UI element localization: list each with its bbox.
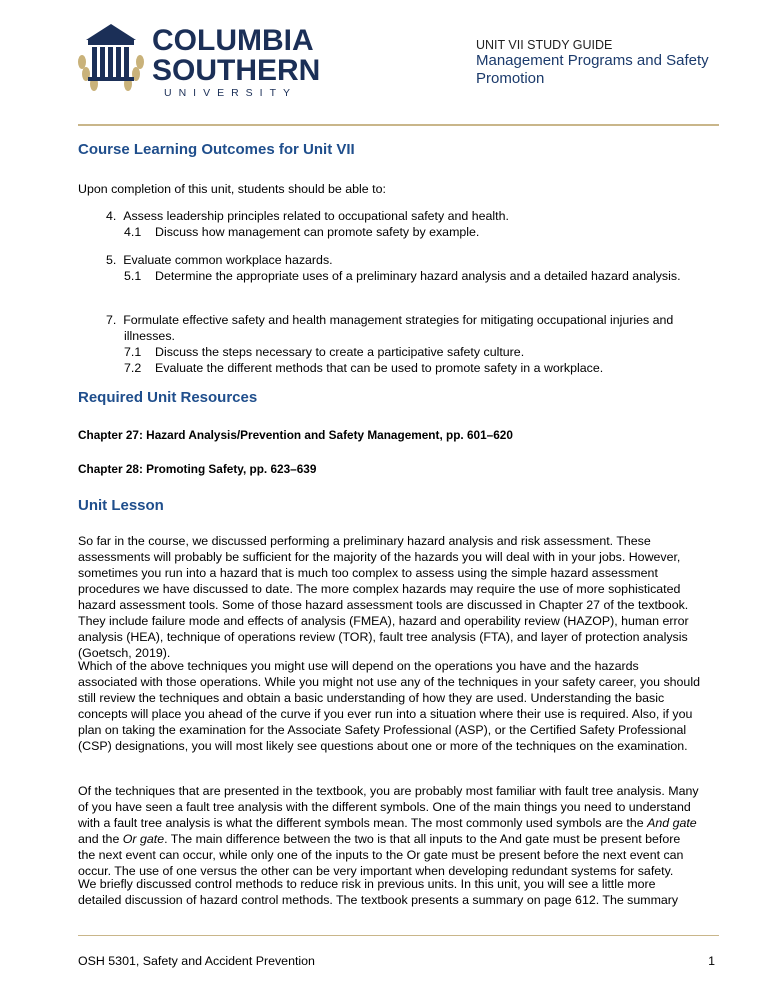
outcomes-heading: Course Learning Outcomes for Unit VII	[78, 141, 355, 158]
outcome-7: 7. Formulate effective safety and health management strategies for mitigating occupational injuries and illnesses.	[106, 313, 674, 343]
resource-chapter-28: Chapter 28: Promoting Safety, pp. 623–639	[78, 462, 317, 476]
outcome-4-1: 4.1 Discuss how management can promote safety by example.	[124, 225, 480, 239]
outcome-5: 5. Evaluate common workplace hazards.	[106, 253, 333, 267]
outcome-7-2: 7.2 Evaluate the different methods that can be used to promote safety in a workplace.	[124, 361, 604, 375]
outcome-5-1: 5.1 Determine the appropriate uses of a preliminary hazard analysis and a detailed hazard analysis.	[124, 269, 681, 283]
svg-text:SOUTHERN: SOUTHERN	[152, 54, 321, 87]
lesson-heading: Unit Lesson	[78, 497, 164, 514]
text: and the	[78, 832, 123, 846]
outcomes-intro: Upon completion of this unit, students should be able to:	[78, 182, 386, 196]
and-gate-term: And gate	[647, 816, 697, 830]
resource-chapter-27: Chapter 27: Hazard Analysis/Prevention and Safety Management, pp. 601–620	[78, 428, 513, 442]
header-divider	[78, 124, 719, 126]
university-logo	[72, 18, 322, 98]
outcome-7-1: 7.1 Discuss the steps necessary to create a participative safety culture.	[124, 345, 525, 359]
text: . The main difference between the two is that all inputs to the And gate must be present before the next event can occur, while only one of the inputs to the Or gate must be present before the next event can occur. The use of one versus the other can be very important when developing redundant systems for safety.	[78, 832, 684, 878]
footer-divider	[78, 935, 719, 936]
footer-course: OSH 5301, Safety and Accident Prevention	[78, 954, 315, 968]
lesson-paragraph-1: So far in the course, we discussed performing a preliminary hazard analysis and risk assessment. These assessments will probably be sufficient for the majority of the hazards you will deal with in your jobs. However, sometimes you run into a hazard that is much too complex to assess using the simple hazard assessment procedures we have discussed to date. The more complex hazards may require the use of more sophisticated hazard assessment tools. Some of those hazard assessment tools are discussed in Chapter 27 of the textbook. They include failure mode and effects of analysis (FMEA), hazard and operability review (HAZOP), human error analysis (HEA), technique of operations review (TOR), fault tree analysis (FTA), and layer of protection analysis (Goetsch, 2019).	[78, 534, 689, 660]
lesson-paragraph-4: We briefly discussed control methods to reduce risk in previous units. In this unit, you will see a little more detailed discussion of hazard control methods. The textbook presents a summary on page 612. The summary	[78, 877, 679, 907]
page-number: 1	[708, 954, 715, 968]
or-gate-term: Or gate	[122, 832, 165, 846]
svg-text:UNIVERSITY: UNIVERSITY	[164, 87, 298, 98]
logo-text: COLUMBIA	[152, 24, 314, 57]
lesson-paragraph-2: Which of the above techniques you might use will depend on the operations you have and the hazards associated with those operations. While you might not use any of the techniques in your safety career, you should still review the techniques and obtain a basic understanding of how they are used. Understanding the basic concepts will place you ahead of the curve if you ever run into a situation where their use is required. Also, if you plan on taking the examination for the Associate Safety Professional (ASP), or the Certified Safety Professional (CSP) designations, you will most likely see questions about one or more of the techniques on the examination.	[78, 659, 700, 753]
resources-heading: Required Unit Resources	[78, 389, 258, 406]
lesson-paragraph-3	[78, 783, 700, 879]
text: Of the techniques that are presented in the textbook, you are probably most familiar with fault tree analysis. Many of you have seen a fault tree analysis with the different symbols. One of the main things you need to understand with a fault tree analysis is what the different symbols mean. The most commonly used symbols are the	[78, 784, 699, 830]
unit-label: UNIT VII STUDY GUIDE	[476, 38, 613, 52]
outcome-4: 4. Assess leadership principles related to occupational safety and health.	[106, 209, 509, 223]
document-title: Management Programs and Safety Promotion	[476, 52, 709, 87]
